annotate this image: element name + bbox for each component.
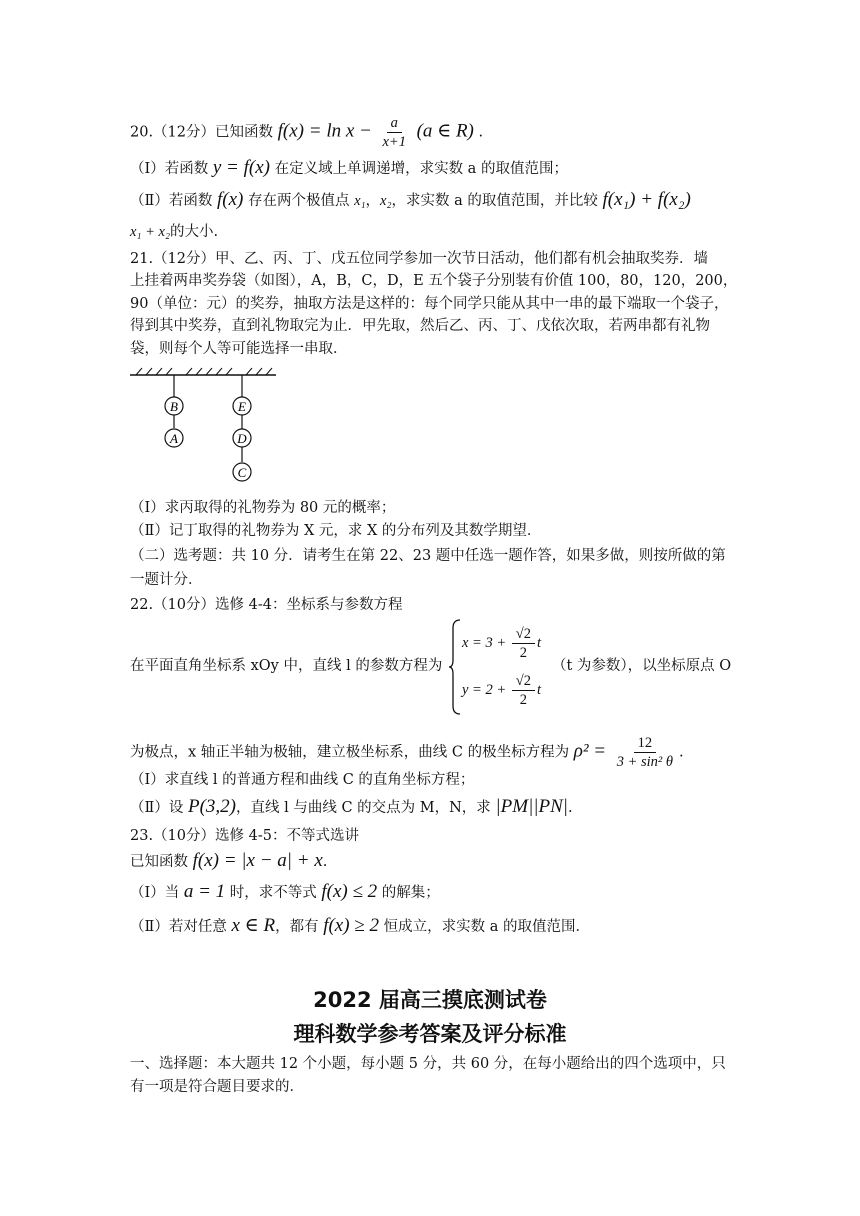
q22-part2-pre: （Ⅱ）设 [130, 800, 184, 816]
q22-eq2-den: 2 [519, 692, 527, 708]
q21-line-4: 得到其中奖券，直到礼物取完为止．甲先取，然后乙、丙、丁、戊依次取，若两串都有礼物 [130, 318, 710, 334]
q20-part2-sum: x₁ + x₂ [130, 224, 170, 240]
q22-eq1-fraction [512, 625, 535, 662]
q22-part2 [130, 797, 730, 818]
bag-c [233, 463, 251, 481]
q20-part1-pre: （Ⅰ）若函数 [130, 161, 209, 177]
q21-line-1: 21.（12分）甲、乙、丙、丁、戊五位同学参加一次节日活动，他们都有机会抽取奖券．墙 [130, 251, 709, 267]
bag-b-label: B [170, 399, 178, 414]
q20-part1-expr: y = f(x) [212, 157, 270, 178]
q20-frac-num: a [387, 114, 402, 133]
elective-line-1: （二）选考题：共 10 分．请考生在第 22、23 题中任选一题作答，如果多做，则按所做的第 [130, 548, 726, 564]
q22-intro: 在平面直角坐标系 xOy 中，直线 l 的参数方程为 [130, 658, 443, 674]
q20-part1 [130, 158, 730, 179]
q22-part1: （Ⅰ）求直线 l 的普通方程和曲线 C 的直角坐标方程； [130, 772, 475, 788]
q23-part1-post: 的解集； [381, 885, 440, 901]
q22-eq1-param: t [536, 634, 542, 651]
q21-line-2: 上挂着两串奖券袋（如图），A，B，C，D，E 五个袋子分别装有价值 100，80，120，200， [130, 273, 738, 289]
bag-e-label: E [238, 399, 246, 414]
q23-part2 [130, 916, 730, 937]
q22-eq1-den: 2 [519, 645, 527, 661]
bag-d [233, 429, 251, 447]
q22-param-note: （t 为参数），以坐标原点 O [552, 658, 732, 674]
q21-line-3: 90（单位：元）的奖券，抽取方法是这样的：每个同学只能从其中一串的最下端取一个袋子， [130, 296, 729, 312]
q20-part2-line2-post: 的大小. [170, 224, 219, 240]
system-brace [448, 618, 462, 716]
q22-polar-fraction [613, 734, 677, 771]
q23-part1 [130, 882, 730, 903]
q21-part2: （Ⅱ）记丁取得的礼物券为 X 元，求 X 的分布列及其数学期望． [130, 523, 542, 539]
ceiling-line [130, 368, 276, 375]
q20-part2-post: ，求实数 a 的取值范围，并比较 [391, 193, 598, 209]
q20-fraction [378, 114, 409, 151]
q22-eq1-lhs: x = 3 + [462, 634, 507, 651]
q23-func-pre: 已知函数 [130, 854, 188, 870]
q20-part2-comma: ， [365, 193, 381, 209]
q20-statement [130, 114, 730, 151]
q22-polar [130, 734, 730, 771]
q23-function [130, 851, 730, 872]
q23-part2-ineq: f(x) ≥ 2 [323, 915, 379, 936]
q20-part2-mid: 存在两个极值点 [247, 193, 350, 209]
q22-part2-mid: ，直线 l 与曲线 C 的交点为 M，N，求 [235, 800, 491, 816]
q23-part2-cond: x ∈ R [231, 915, 276, 936]
bag-b [165, 397, 183, 415]
elective-line-2: 一题计分． [130, 572, 203, 588]
q22-eq1-num: √2 [512, 625, 535, 644]
q22-polar-pre: 为极点，x 轴正半轴为极轴，建立极坐标系，曲线 C 的极坐标方程为 [130, 744, 570, 761]
q22-part2-expr: |PM||PN| [495, 796, 569, 817]
q22-part2-end: . [568, 800, 573, 816]
q23-part2-post: 恒成立，求实数 a 的取值范围． [383, 919, 590, 935]
answer-title-1: 2022 届高三摸底测试卷 [313, 988, 547, 1012]
q22-polar-end: . [679, 744, 684, 761]
q23-part1-mid: 时，求不等式 [229, 885, 317, 901]
q20-part2-line2 [130, 222, 730, 242]
q23-part1-ineq: f(x) ≤ 2 [321, 881, 378, 902]
q20-head: 20.（12分）已知函数 [130, 124, 274, 141]
bag-d-label: D [237, 431, 247, 446]
q22-eq1 [462, 625, 541, 662]
q21-part1: （Ⅰ）求丙取得的礼物券为 80 元的概率； [130, 500, 396, 516]
q22-eq2 [462, 672, 541, 709]
q22-polar-den: 3 + sin² θ [616, 754, 674, 770]
q20-end: . [478, 124, 484, 141]
q22-eq2-param: t [536, 681, 542, 698]
answer-line-1: 一、选择题：本大题共 12 个小题，每小题 5 分，共 60 分，在每小题给出的四个选项中，只 [130, 1056, 726, 1072]
q20-part1-post: 在定义域上单调递增，求实数 a 的取值范围； [274, 161, 568, 177]
q22-polar-num: 12 [634, 734, 657, 753]
bag-c-label: C [237, 465, 247, 480]
answer-line-2: 有一项是符合题目要求的． [130, 1079, 304, 1095]
bag-e [233, 397, 251, 415]
answer-title-2: 理科数学参考答案及评分标准 [293, 1022, 567, 1046]
q23-head: 23.（10分）选修 4-5：不等式选讲 [130, 828, 359, 844]
prize-bags-figure [126, 366, 296, 496]
q20-function: f(x) = ln x − [277, 120, 372, 142]
q23-part1-pre: （Ⅰ）当 [130, 885, 180, 901]
q22-eq2-fraction [512, 672, 535, 709]
q20-part2-pre: （Ⅱ）若函数 [130, 193, 213, 209]
q20-frac-den: x+1 [382, 134, 406, 150]
q23-func-expr: f(x) = |x − a| + x [192, 850, 323, 871]
bag-a [165, 429, 183, 447]
q20-domain: (a ∈ R) [416, 120, 474, 142]
q23-func-end: . [322, 854, 328, 870]
q21-line-5: 袋，则每个人等可能选择一串取． [130, 341, 348, 357]
q23-part2-pre: （Ⅱ）若对任意 [130, 919, 227, 935]
q22-head: 22.（10分）选修 4-4：坐标系与参数方程 [130, 597, 403, 613]
q23-part2-mid: ，都有 [275, 919, 319, 935]
q22-part2-point: P(3,2) [187, 796, 236, 817]
q22-eq2-lhs: y = 2 + [462, 681, 507, 698]
q22-eq2-num: √2 [512, 672, 535, 691]
q20-part2-expr: f(x) [216, 189, 244, 210]
q20-part2 [130, 190, 730, 211]
q20-part2-x2: x₂ [380, 193, 392, 209]
q23-part1-cond: a = 1 [183, 881, 226, 902]
bag-a-label: A [170, 431, 178, 446]
q20-part2-x1: x₁ [354, 193, 366, 209]
q20-part2-compare: f(x₁) + f(x₂) [602, 189, 691, 210]
q22-polar-lhs: ρ² = [573, 740, 607, 762]
